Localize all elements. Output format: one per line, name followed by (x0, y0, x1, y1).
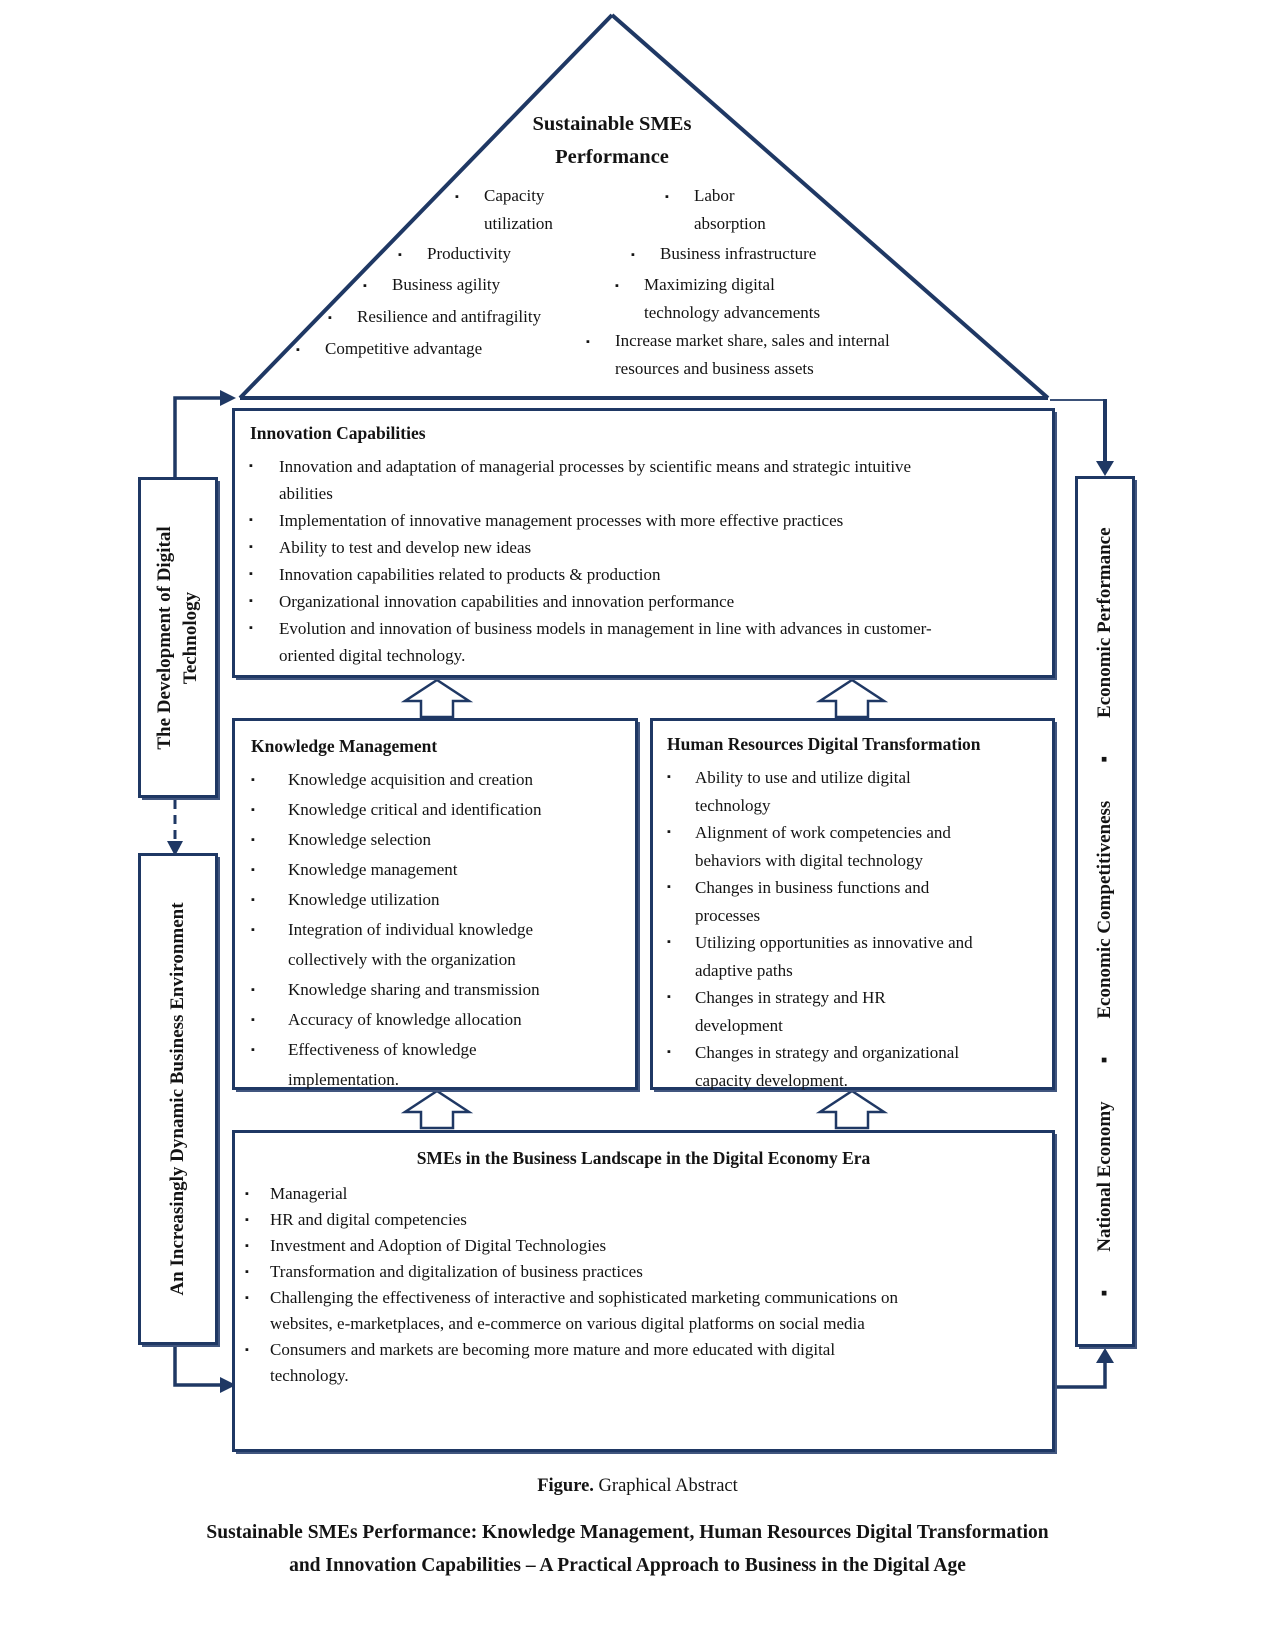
list-item (251, 765, 627, 795)
innovation-list (235, 444, 1052, 669)
roof-bullet-text: Productivity (427, 244, 512, 263)
list-item (251, 975, 627, 1005)
development-digital-technology-box (138, 477, 218, 798)
arrowhead-right-icon (220, 390, 236, 406)
list-item (245, 1207, 1042, 1233)
article-title (0, 1516, 1255, 1582)
roof-bullet-item (586, 327, 915, 383)
list-item-text: Alignment of work competencies and behaviors with digital technology (695, 823, 951, 870)
list-item-text: Ability to test and develop new ideas (279, 538, 532, 557)
figure-caption-label: Figure. (537, 1476, 594, 1496)
roof-title-line: Sustainable SMEs (532, 113, 692, 135)
list-item-text: Knowledge sharing and transmission (288, 980, 540, 999)
roof-bullet-item (398, 240, 511, 269)
bullet-icon: ▪ (245, 1292, 249, 1304)
list-item (667, 1039, 1044, 1094)
bullet-icon: ▪ (251, 924, 255, 936)
list-item (245, 1285, 1042, 1337)
article-title-line: Sustainable SMEs Performance: Knowledge Management, Human Resources Digital Transformation (206, 1522, 1049, 1543)
hr-heading: Human Resources Digital Transformation (667, 734, 981, 754)
list-item (249, 507, 1038, 534)
list-item (249, 561, 1038, 588)
list-item-text: Innovation capabilities related to products & production (279, 565, 661, 584)
innovation-capabilities-box (232, 408, 1055, 678)
list-item-text: Knowledge selection (288, 830, 432, 849)
bullet-icon: ▪ (249, 595, 253, 607)
bullet-icon: ▪ (251, 984, 255, 996)
list-item (249, 588, 1038, 615)
knowledge-heading: Knowledge Management (251, 736, 438, 756)
smes-list (235, 1169, 1052, 1389)
figure-caption (0, 1476, 1275, 1497)
bullet-icon: ▪ (586, 336, 590, 348)
list-item-text: Innovation and adaptation of managerial processes by scientific means and strategic intuitive abilities (279, 457, 912, 503)
roof-bullet-item (363, 271, 500, 300)
article-title-line: and Innovation Capabilities – A Practical Approach to Business in the Digital Age (289, 1555, 966, 1576)
roof-bullet-text: Business agility (392, 275, 501, 294)
list-item-text: Consumers and markets are becoming more mature and more educated with digital technology. (270, 1340, 836, 1385)
list-item-text: Organizational innovation capabilities and innovation performance (279, 592, 735, 611)
list-item (249, 615, 1038, 669)
list-item (245, 1233, 1042, 1259)
block-arrow-up-icon (820, 1091, 884, 1128)
list-item-text: Evolution and innovation of business models in management in line with advances in customer-oriented digital technology. (279, 619, 932, 665)
bullet-icon: ▪ (251, 894, 255, 906)
list-item-text: Utilizing opportunities as innovative and adaptive paths (695, 933, 973, 980)
bullet-icon: ▪ (251, 804, 255, 816)
roof-bullet-text: Competitive advantage (325, 339, 483, 358)
figure-caption-text: Graphical Abstract (593, 1476, 738, 1496)
list-item-text: HR and digital competencies (270, 1210, 467, 1229)
list-item (667, 819, 1044, 874)
list-item (245, 1181, 1042, 1207)
block-arrow-up-icon (405, 1091, 469, 1128)
connector-left-bottom (175, 1345, 222, 1385)
bullet-icon: ▪ (363, 280, 367, 292)
list-item (249, 453, 1038, 507)
bullet-icon: ▪ (667, 771, 671, 783)
list-item-text: Knowledge acquisition and creation (288, 770, 534, 789)
bullet-icon: ▪ (631, 249, 635, 261)
list-item-text: Accuracy of knowledge allocation (288, 1010, 522, 1029)
connector-right-bottom (1056, 1362, 1105, 1387)
bullet-icon: ▪ (245, 1344, 249, 1356)
list-item (251, 795, 627, 825)
bullet-icon: ▪ (667, 936, 671, 948)
bullet-icon: ▪ (615, 280, 619, 292)
list-item-text: Knowledge management (288, 860, 458, 879)
roof-bullet-text: Business infrastructure (660, 244, 817, 263)
list-item (251, 1005, 627, 1035)
arrowhead-up-icon (1096, 1348, 1114, 1363)
knowledge-management-box (232, 718, 638, 1090)
bullet-icon: ▪ (249, 568, 253, 580)
right-sidebar-text: ▪ National Economy ▪ Economic Competitiveness ▪ Economic Performance (1094, 526, 1115, 1297)
list-item (251, 915, 627, 975)
hr-list (653, 755, 1052, 1094)
bullet-icon: ▪ (251, 834, 255, 846)
list-item (245, 1337, 1042, 1389)
bullet-icon: ▪ (667, 881, 671, 893)
bullet-icon: ▪ (667, 1046, 671, 1058)
roof-bullet-item (296, 335, 482, 364)
list-item-text: Knowledge critical and identification (288, 800, 542, 819)
list-item (245, 1259, 1042, 1285)
arrowhead-down-icon (1096, 461, 1114, 476)
list-item-text: Implementation of innovative management processes with more effective practices (279, 511, 844, 530)
bullet-icon: ▪ (245, 1188, 249, 1200)
bullet-icon: ▪ (665, 191, 669, 203)
list-item (251, 885, 627, 915)
bullet-icon: ▪ (251, 774, 255, 786)
roof-bullet-text: Increase market share, sales and internal resources and business assets (615, 331, 890, 378)
roof-title (412, 108, 812, 174)
list-item (251, 1035, 627, 1095)
roof-bullet-item (455, 182, 579, 238)
left-bottom-box-label: An Increasingly Dynamic Business Environment (167, 902, 188, 1296)
knowledge-list (235, 757, 635, 1095)
dynamic-business-environment-box (138, 853, 218, 1345)
bullet-icon: ▪ (455, 191, 459, 203)
list-item-text: Investment and Adoption of Digital Technologies (270, 1236, 607, 1255)
left-top-box-label: The Development of Digital Technology (154, 525, 201, 750)
bullet-icon: ▪ (249, 514, 253, 526)
bullet-icon: ▪ (249, 622, 253, 634)
list-item (249, 534, 1038, 561)
bullet-icon: ▪ (398, 249, 402, 261)
bullet-icon: ▪ (245, 1214, 249, 1226)
list-item-text: Knowledge utilization (288, 890, 440, 909)
list-item-text: Changes in strategy and organizational capacity development. (695, 1043, 960, 1090)
roof-bullet-text: Resilience and antifragility (357, 307, 542, 326)
list-item (667, 764, 1044, 819)
roof-title-line: Performance (555, 146, 669, 168)
roof-bullet-text: Maximizing digital technology advancements (644, 275, 821, 322)
bullet-icon: ▪ (328, 312, 332, 324)
list-item-text: Changes in strategy and HR development (695, 988, 886, 1035)
list-item (667, 874, 1044, 929)
list-item-text: Challenging the effectiveness of interactive and sophisticated marketing communications on websites, e-marketplaces, and e-commerce on various digital platforms on social media (270, 1288, 899, 1333)
roof-bullet-item (665, 182, 789, 238)
bullet-icon: ▪ (667, 826, 671, 838)
roof-bullet-item (631, 240, 816, 269)
innovation-heading: Innovation Capabilities (250, 423, 426, 443)
roof-bullet-text: Capacity utilization (484, 186, 553, 233)
list-item-text: Integration of individual knowledge collectively with the organization (288, 920, 534, 969)
list-item-text: Ability to use and utilize digital technology (695, 768, 911, 815)
block-arrow-up-icon (820, 680, 884, 717)
block-arrow-up-icon (405, 680, 469, 717)
roof-bullet-item (615, 271, 844, 327)
list-item (251, 825, 627, 855)
smes-landscape-box (232, 1130, 1055, 1452)
list-item-text: Effectiveness of knowledge implementation. (288, 1040, 477, 1089)
bullet-icon: ▪ (249, 460, 253, 472)
bullet-icon: ▪ (251, 864, 255, 876)
bullet-icon: ▪ (245, 1240, 249, 1252)
bullet-icon: ▪ (296, 344, 300, 356)
bullet-icon: ▪ (249, 541, 253, 553)
bullet-icon: ▪ (251, 1014, 255, 1026)
bullet-icon: ▪ (245, 1266, 249, 1278)
list-item (251, 855, 627, 885)
list-item (667, 929, 1044, 984)
roof-bullet-text: Labor absorption (694, 186, 766, 233)
roof-bullet-item (328, 303, 541, 332)
connector-left-top (175, 398, 222, 477)
economic-outcomes-box (1075, 476, 1135, 1347)
smes-heading: SMEs in the Business Landscape in the Digital Economy Era (416, 1148, 871, 1168)
list-item-text: Transformation and digitalization of business practices (270, 1262, 643, 1281)
bullet-icon: ▪ (667, 991, 671, 1003)
list-item-text: Changes in business functions and processes (695, 878, 930, 925)
list-item (667, 984, 1044, 1039)
list-item-text: Managerial (270, 1184, 348, 1203)
bullet-icon: ▪ (251, 1044, 255, 1056)
hr-digital-transformation-box (650, 718, 1055, 1090)
